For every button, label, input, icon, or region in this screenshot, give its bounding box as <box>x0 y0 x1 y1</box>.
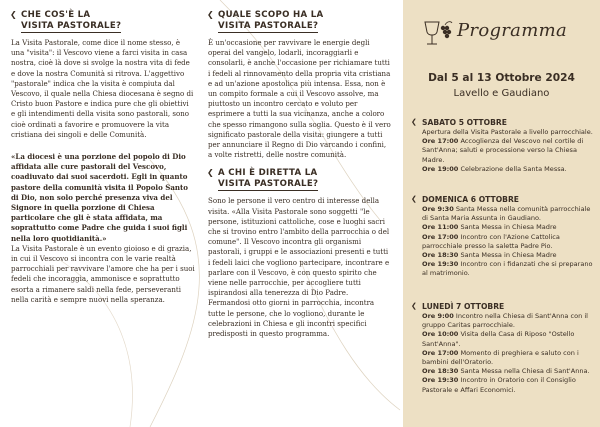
day-heading-text: LUNEDÌ 7 OTTOBRE <box>422 302 505 311</box>
paragraph-purpose: È un'occasione per ravvivare le energie degli operai del vangelo, lodarli, incoraggiarli e consolarli, è anche l'occasione per richiamare tutti i fedeli al rinnovamento della propria vita cristiana e ad un'azione apostolica più intensa. Essa, non è un compito formale a cui il Vescovo assolve, ma piuttosto un incontro cercato e voluto per esprimere a tutti la sua vicinanza, anche a coloro che spesso rimangono sulla soglia. Questo è il vero significato pastorale della visita: giungere a tutti per annunciare il Regno di Dio varcando i confini, a volte ristretti, delle nostre comunità. <box>208 38 391 160</box>
chevron-right-icon: ❮ <box>10 10 18 19</box>
program-dates: Dal 5 al 13 Ottobre 2024 <box>428 72 575 84</box>
heading-line2: VISITA PASTORALE? <box>218 21 318 34</box>
day-saturday <box>411 118 594 174</box>
day-heading-text: SABATO 5 OTTOBRE <box>422 118 507 127</box>
quote-diocese: «La diocesi è una porzione del popolo di Dio affidata alle cure pastorali del Vescovo, coadiuvato dai suoi sacerdoti. Egli in quanto pastore della comunità visita il Popolo Santo di Dio, non solo perché presenza viva del Signore in quella porzione di Chiesa particolare che gli è stata affidata, ma soprattutto come Padre che guida i suoi figli nella loro quotidianità.» <box>11 152 188 243</box>
event-item: Ore 9:30 Santa Messa nella comunità parrocchiale di Santa Maria Assunta in Gaudiano. <box>422 205 591 223</box>
chevron-right-icon: ❮ <box>411 118 417 126</box>
event-item: Ore 19:00 Celebrazione della Santa Messa. <box>422 164 567 173</box>
wine-grape-icon <box>419 16 455 52</box>
heading-line1: CHE COS'È LA <box>21 10 91 20</box>
event-item: Ore 9:00 Incontro nella Chiesa di Sant'Anna con il gruppo Caritas parrocchiale. <box>422 312 588 330</box>
chevron-right-icon: ❮ <box>207 10 215 19</box>
day-heading <box>411 195 594 204</box>
column-what-is <box>11 10 195 311</box>
day-sunday <box>411 195 594 279</box>
day-heading <box>411 118 594 127</box>
audience-detail: Il Vescovo incontra gli organismi pastorali, i gruppi e le associazioni presenti e tutti i fedeli laici che vogliono partecipare, incontrare e parlare con il Vescovo, è con questo spirito che viene nelle parrocchie, per accogliere tutti ispirandosi alla tenerezza di Dio Padre. Fermandosi otto giorni in parrocchia, incontra tutte le persone, che lo vogliono, durante le celebrazioni in Chiesa e gli incontri specifici predisposti in questo programma. <box>208 237 390 339</box>
event-item: Ore 11:00 Santa Messa in Chiesa Madre <box>422 223 557 232</box>
chevron-right-icon: ❮ <box>207 168 215 178</box>
day-heading <box>411 302 594 311</box>
audience-quote: «Alla Visita Pastorale sono soggetti "le persone, istituzioni cattoliche, cose e luoghi sacri che si trovino entro l'ambito della parrocchia o del comune". <box>208 206 390 247</box>
section-heading-what-is <box>10 10 195 33</box>
paragraph-definition: La Visita Pastorale, come dice il nome stesso, è una "visita": il Vescovo viene a farci visita in casa nostra, cioè là dove si svolge la nostra vita di fede e dove la nostra Comunità si ritrova. L'aggettivo "pastorale" indica che la visita è compiuta dal Vescovo, il quale nella Chiesa diocesana è segno di Cristo buon Pastore e indica pure che gli obiettivi e gli intendimenti della visita sono pastorali, sono cioè ordinati a favorire e promuovere la vita cristiana dei singoli e delle Comunità. <box>11 38 194 139</box>
day-monday <box>411 302 594 395</box>
heading-line2: VISITA PASTORALE? <box>218 179 318 192</box>
paragraph-audience <box>208 196 392 339</box>
event-item: Ore 19:30 Incontro con i fidanzati che si preparano al matrimonio. <box>422 260 593 278</box>
section-heading-purpose <box>207 10 392 33</box>
section-heading-audience <box>207 168 392 191</box>
heading-line1: A CHI È DIRETTA LA <box>218 168 318 179</box>
program-title: Programma <box>457 20 567 41</box>
audience-intro: Sono le persone il vero centro di interesse della visita. <box>208 196 380 216</box>
heading-line1: QUALE SCOPO HA LA <box>218 10 324 20</box>
heading-line2: VISITA PASTORALE? <box>21 21 121 34</box>
event-item: Ore 18:30 Santa Messa nella Chiesa di Sant'Anna. <box>422 367 590 376</box>
event-item: Ore 19:30 Incontro in Oratorio con il Consiglio Pastorale e Affari Economici. <box>422 376 576 394</box>
program-place: Lavello e Gaudiano <box>453 88 550 99</box>
paragraph-joyful-event: La Visita Pastorale è un evento gioioso e di grazia, in cui il Vescovo si incontra con le varie realtà parrocchiali per ravvivare l'amore che ha per i suoi fedeli che incoraggia, ammonisce e soprattutto esorta a rimanere saldi nella fede, perseveranti nella carità e sempre nuovi nella speranza. <box>11 243 195 304</box>
event-item: Ore 18:30 Santa Messa in Chiesa Madre <box>422 251 557 260</box>
event-item: Ore 17:00 Accoglienza del Vescovo nel cortile di Sant'Anna; saluti e processione verso la Chiesa Madre. <box>422 137 584 164</box>
program-title-block <box>419 16 594 56</box>
event-item: Ore 17:00 Momento di preghiera e saluto con i bambini dell'Oratorio. <box>422 348 579 367</box>
column-purpose <box>208 10 392 345</box>
day-heading-text: DOMENICA 6 OTTOBRE <box>422 195 519 204</box>
chevron-right-icon: ❮ <box>411 195 417 203</box>
chevron-right-icon: ❮ <box>411 302 417 310</box>
event-item: Ore 17:00 Incontro con l'Azione Cattolica parrocchiale presso la saletta Padre Pio. <box>422 232 560 250</box>
event-item: Apertura della Visita Pastorale a livello parrocchiale. <box>422 128 593 136</box>
event-item: Ore 10:00 Visita della Casa di Riposo "Ostello Sant'Anna". <box>422 330 575 348</box>
